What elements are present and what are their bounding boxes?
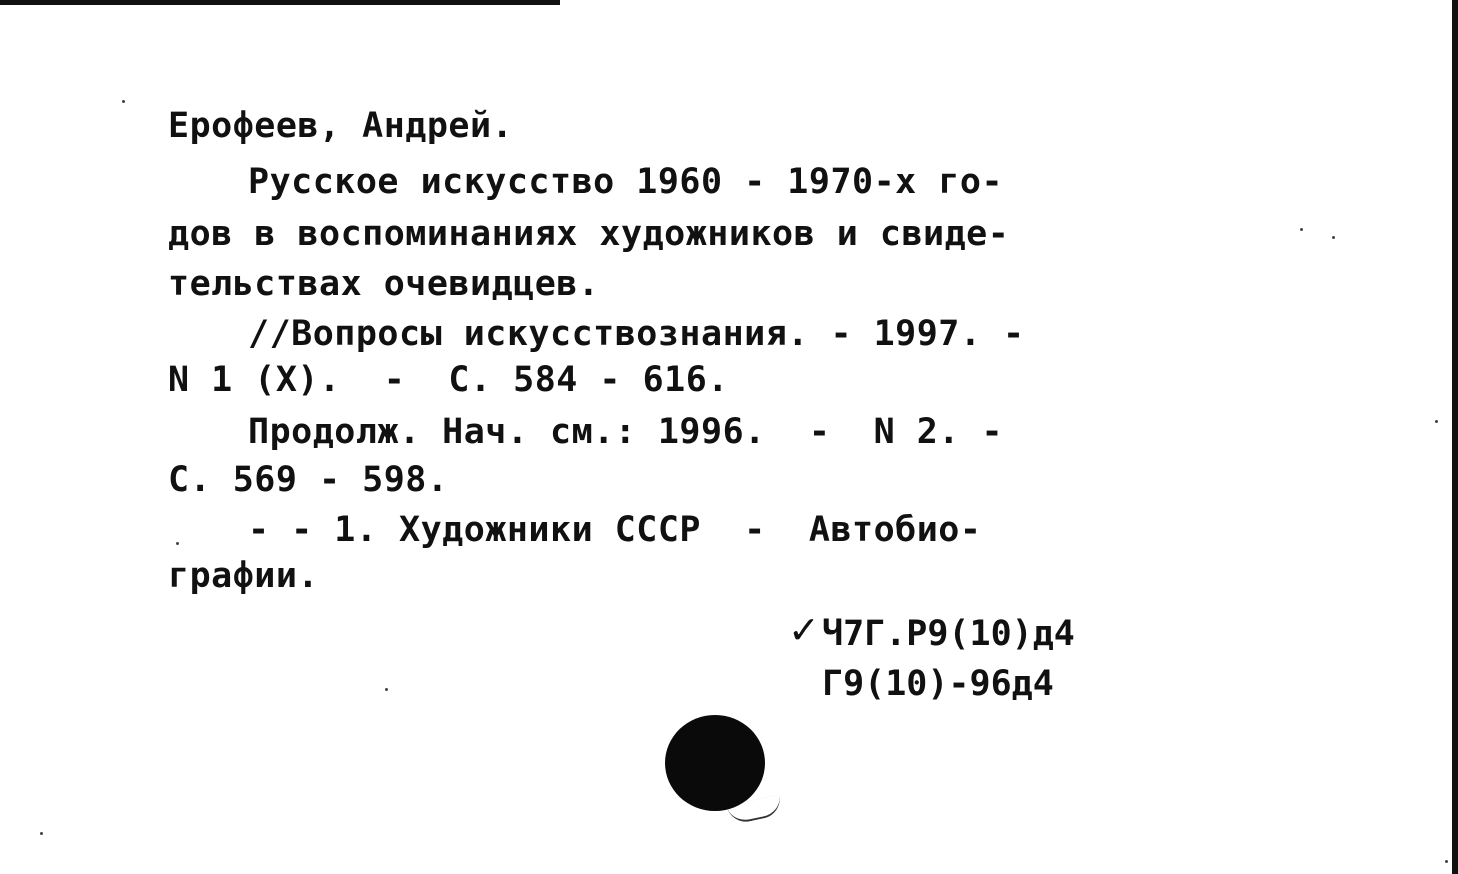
check-mark-icon: ✓ [788, 608, 820, 652]
continuation-line-2: С. 569 - 598. [168, 460, 449, 500]
subject-line-2: графии. [168, 556, 320, 596]
shelf-mark-2: Г9(10)-96д4 [822, 664, 1054, 704]
scan-speck [1445, 860, 1448, 863]
scan-speck [1332, 236, 1335, 239]
card-top-edge [0, 0, 560, 5]
punch-hole [665, 715, 765, 811]
scan-speck [176, 542, 179, 545]
scan-speck [1435, 420, 1438, 423]
author-heading: Ерофеев, Андрей. [168, 106, 514, 146]
continuation-line-1: Продолж. Нач. см.: 1996. - N 2. - [248, 412, 1004, 452]
scan-speck [1300, 228, 1303, 231]
shelf-mark-1: Ч7Г.Р9(10)д4 [822, 614, 1075, 654]
title-line-2: дов в воспоминаниях художников и свиде- [168, 214, 1010, 254]
scan-speck [122, 100, 125, 103]
scan-speck [40, 832, 43, 835]
source-line-1: //Вопросы искусствознания. - 1997. - [248, 314, 1025, 354]
title-line-1: Русское искусство 1960 - 1970-х го- [248, 162, 1004, 202]
source-line-2: N 1 (X). - С. 584 - 616. [168, 360, 729, 400]
subject-line-1: - - 1. Художники СССР - Автобио- [248, 510, 982, 550]
card-right-edge [1452, 0, 1458, 874]
scan-speck [385, 688, 388, 691]
title-line-3: тельствах очевидцев. [168, 264, 600, 304]
